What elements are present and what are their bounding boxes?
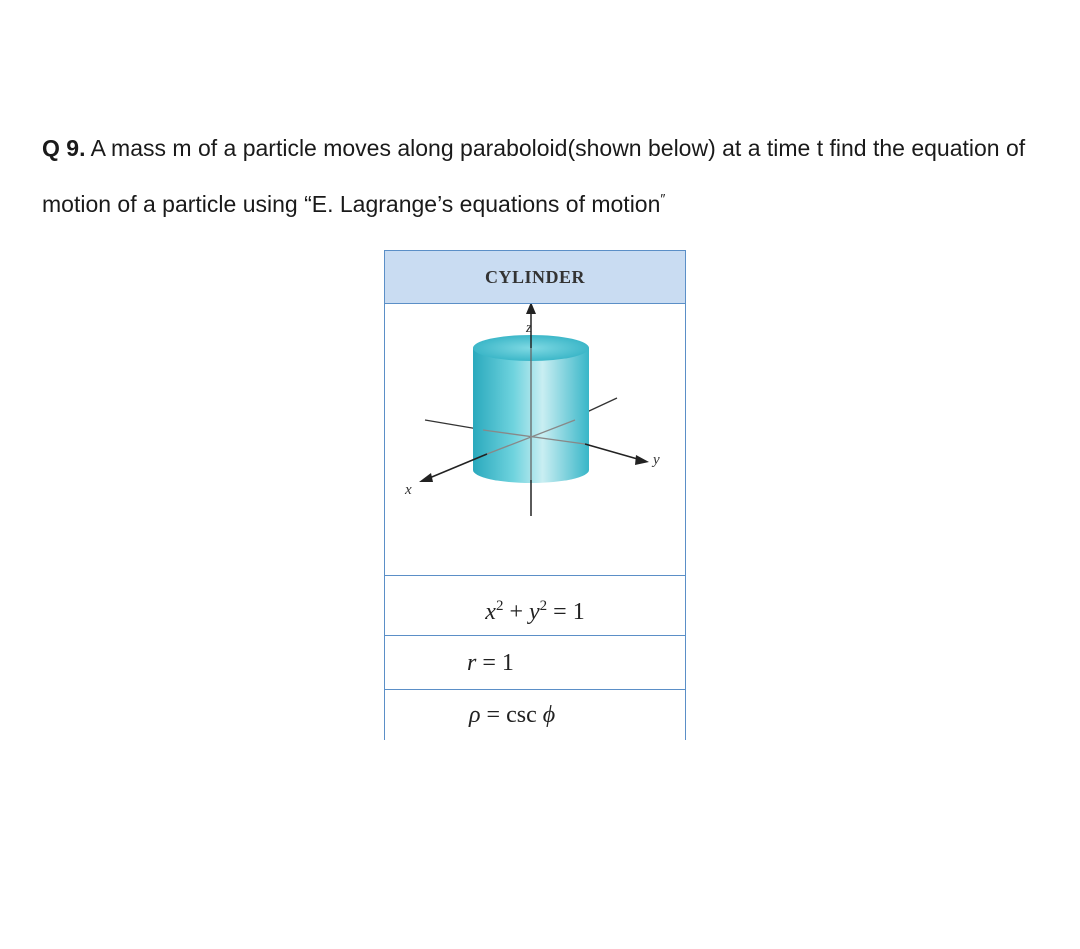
y-axis-arrowhead xyxy=(635,455,649,465)
x-axis-label: x xyxy=(405,482,412,498)
question-number: Q 9. xyxy=(42,135,86,161)
z-axis-label: z xyxy=(526,320,532,336)
eq-x-variable: x xyxy=(485,599,496,625)
closing-quote-mark: ″ xyxy=(660,190,666,207)
eq-y-variable: y xyxy=(529,599,540,625)
eq-x-exponent: 2 xyxy=(495,598,504,614)
eq-rho-variable: ρ xyxy=(469,702,481,728)
cylinder-diagram xyxy=(385,304,685,576)
cylinder-drawing-cell xyxy=(385,304,685,576)
figure-header: CYLINDER xyxy=(385,251,685,304)
eq-rhs-value: 1 xyxy=(501,650,514,676)
y-axis xyxy=(585,444,641,460)
y-axis-label: y xyxy=(653,452,660,468)
eq-csc-function: csc xyxy=(506,702,537,728)
cartesian-equation xyxy=(385,576,685,636)
eq-rhs-value: 1 xyxy=(572,599,585,625)
cylinder-figure-table xyxy=(384,250,686,740)
question-text xyxy=(42,120,1052,232)
eq-phi-variable: ϕ xyxy=(542,702,556,728)
eq-plus-sign: + xyxy=(509,599,523,625)
eq-equals-sign: = xyxy=(482,650,496,676)
question-body: A mass m of a particle moves along paraboloid(shown below) at a time t find the equation of motion of a particle using “E. Lagrange’s equations of motion xyxy=(42,135,1026,217)
eq-y-exponent: 2 xyxy=(539,598,548,614)
spherical-equation xyxy=(385,690,685,741)
eq-r-variable: r xyxy=(467,650,477,676)
x-axis-arrowhead xyxy=(419,473,433,482)
cylindrical-equation xyxy=(385,636,685,690)
z-axis-arrowhead xyxy=(526,304,536,314)
eq-equals-sign: = xyxy=(486,702,501,728)
eq-equals-sign: = xyxy=(553,599,567,625)
